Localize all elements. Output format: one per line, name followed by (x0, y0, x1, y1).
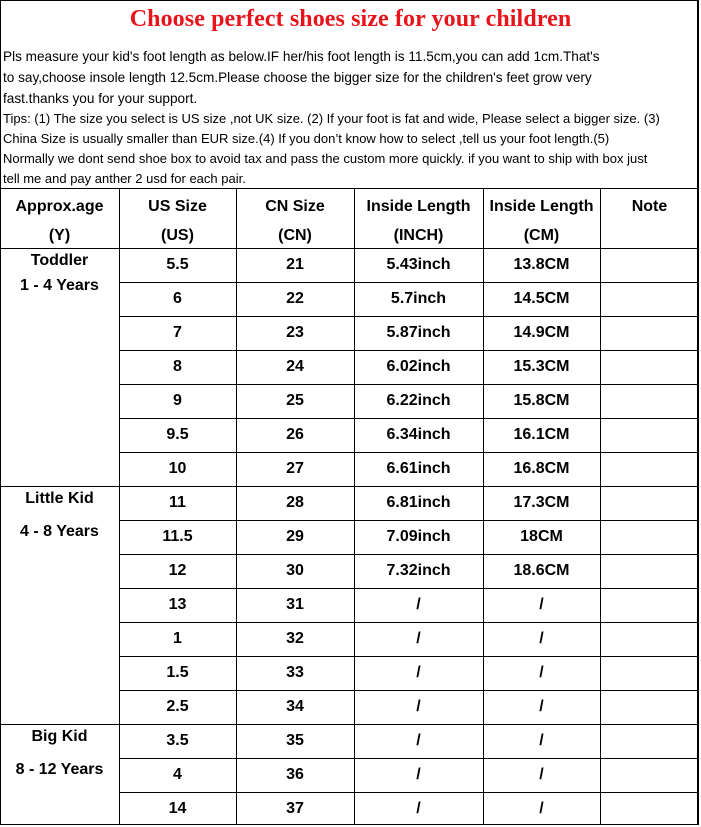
table-cell: 6.81inch (386, 494, 451, 511)
tips-line: Normally we dont send shoe box to avoid tax and pass the custom more quickly. if you want to ship with box just (3, 151, 648, 166)
table-cell: 7.32inch (386, 562, 451, 579)
table-cell: 18CM (520, 528, 563, 545)
tips-text (3, 109, 699, 189)
table-cell: 18.6CM (513, 562, 570, 579)
table-cell: / (416, 664, 421, 681)
table-cell: 3.5 (166, 732, 189, 749)
table-cell: 6.22inch (386, 392, 451, 409)
table-cell: 28 (286, 494, 304, 511)
table-cell: 34 (286, 698, 304, 715)
table-cell: 1 (173, 630, 182, 647)
table-cell: 6 (173, 290, 182, 307)
table-cell: / (539, 766, 544, 783)
table-cell: 6.34inch (386, 426, 451, 443)
column-header: CN Size (265, 198, 325, 215)
row-divider (119, 588, 699, 589)
table-cell: 23 (286, 324, 304, 341)
table-cell: 16.1CM (513, 426, 570, 443)
table-cell: 1.5 (166, 664, 189, 681)
table-cell: 26 (286, 426, 304, 443)
table-cell: / (539, 664, 544, 681)
row-divider (119, 554, 699, 555)
table-cell: 35 (286, 732, 304, 749)
age-group-range: 8 - 12 Years (15, 761, 104, 778)
table-cell: 12 (168, 562, 187, 579)
table-cell: 14 (168, 800, 187, 817)
age-group-name: Big Kid (31, 728, 88, 745)
tips-line: Tips: (1) The size you select is US size ,not UK size. (2) If your foot is fat and wide, Please select a bigger size. (3) (3, 111, 660, 126)
column-header-unit: (CM) (523, 227, 560, 244)
table-cell: 16.8CM (513, 460, 570, 477)
table-top-border (0, 188, 699, 189)
table-cell: 2.5 (166, 698, 189, 715)
tips-line: China Size is usually smaller than EUR size.(4) If you don’t know how to select ,tell us your foot length.(5) (3, 131, 610, 146)
table-cell: 37 (286, 800, 304, 817)
table-cell: 5.87inch (386, 324, 451, 341)
table-cell: 22 (286, 290, 304, 307)
column-header-unit: (US) (161, 227, 194, 244)
table-cell: 8 (173, 358, 182, 375)
table-cell: 29 (286, 528, 304, 545)
column-divider (600, 188, 601, 825)
row-divider (0, 724, 699, 725)
table-cell: / (539, 732, 544, 749)
intro-line: fast.thanks you for your support. (3, 91, 198, 106)
table-cell: 15.3CM (513, 358, 570, 375)
row-divider (119, 350, 699, 351)
age-group-range: 1 - 4 Years (20, 277, 99, 294)
table-cell: 13 (168, 596, 187, 613)
row-divider (119, 758, 699, 759)
table-cell: 9 (173, 392, 182, 409)
table-cell: / (416, 698, 421, 715)
column-header-unit: (CN) (278, 227, 312, 244)
age-group-range: 4 - 8 Years (20, 523, 99, 540)
row-divider (119, 656, 699, 657)
table-cell: 30 (286, 562, 304, 579)
table-cell: 4 (173, 766, 182, 783)
table-cell: / (416, 800, 421, 817)
table-cell: 6.61inch (386, 460, 451, 477)
age-group-name: Little Kid (25, 490, 94, 507)
table-cell: 32 (286, 630, 304, 647)
table-cell: 13.8CM (513, 256, 570, 273)
table-cell: / (539, 596, 544, 613)
column-header: Inside Length (366, 198, 471, 215)
table-cell: / (416, 732, 421, 749)
header-divider (0, 248, 699, 249)
table-cell: 31 (286, 596, 304, 613)
table-cell: 21 (286, 256, 304, 273)
table-cell: / (416, 596, 421, 613)
table-cell: / (539, 698, 544, 715)
table-cell: 24 (286, 358, 304, 375)
table-cell: 27 (286, 460, 304, 477)
table-cell: 6.02inch (386, 358, 451, 375)
table-cell: 5.5 (166, 256, 189, 273)
column-header: Note (631, 198, 668, 215)
column-header: Approx.age (15, 198, 104, 215)
row-divider (119, 520, 699, 521)
row-divider (119, 792, 699, 793)
table-cell: 7 (173, 324, 182, 341)
table-cell: 7.09inch (386, 528, 451, 545)
table-cell: 11.5 (162, 528, 193, 545)
row-divider (119, 282, 699, 283)
row-divider (119, 690, 699, 691)
intro-line: Pls measure your kid's foot length as below.IF her/his foot length is 11.5cm,you can add 1cm.That's (3, 49, 600, 64)
table-cell: 33 (286, 664, 304, 681)
column-header-unit: (INCH) (393, 227, 444, 244)
row-divider (0, 486, 699, 487)
table-cell: / (539, 630, 544, 647)
row-divider (119, 316, 699, 317)
table-cell: / (416, 766, 421, 783)
table-cell: / (539, 800, 544, 817)
table-cell: 15.8CM (513, 392, 570, 409)
column-header: US Size (148, 198, 207, 215)
intro-line: to say,choose insole length 12.5cm.Please choose the bigger size for the children's feet grow very (3, 70, 592, 85)
table-cell: 9.5 (166, 426, 189, 443)
tips-line: tell me and pay anther 2 usd for each pair. (3, 171, 246, 186)
table-cell: 17.3CM (513, 494, 570, 511)
column-header-unit: (Y) (48, 227, 71, 244)
row-divider (119, 452, 699, 453)
table-cell: / (416, 630, 421, 647)
table-cell: 36 (286, 766, 304, 783)
column-header: Inside Length (489, 198, 594, 215)
table-cell: 14.5CM (513, 290, 570, 307)
table-cell: 10 (168, 460, 187, 477)
page-title: Choose perfect shoes size for your children (129, 6, 572, 32)
row-divider (119, 622, 699, 623)
intro-text (3, 46, 699, 109)
row-divider (119, 384, 699, 385)
age-group-name: Toddler (30, 252, 89, 269)
table-cell: 11 (169, 494, 186, 511)
table-cell: 14.9CM (513, 324, 570, 341)
table-cell: 5.7inch (390, 290, 447, 307)
row-divider (119, 418, 699, 419)
table-cell: 25 (286, 392, 304, 409)
table-cell: 5.43inch (386, 256, 451, 273)
